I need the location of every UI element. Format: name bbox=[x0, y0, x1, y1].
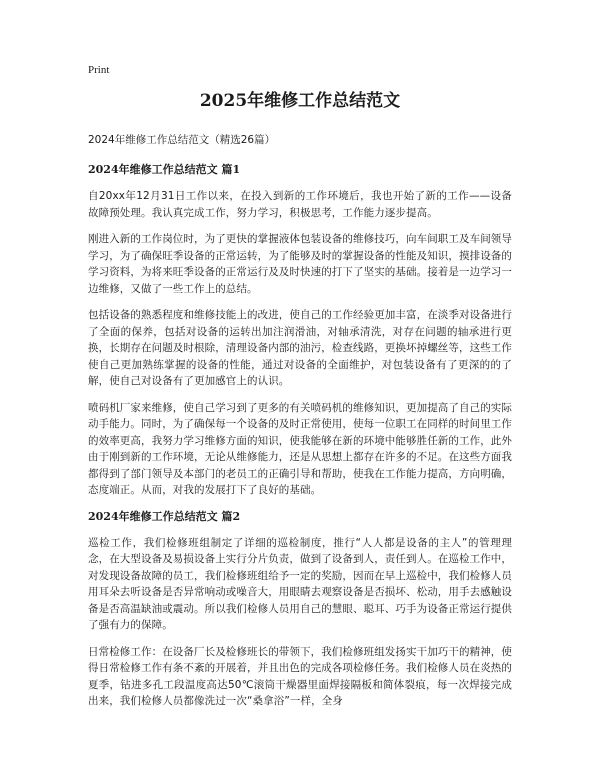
paragraph: 巡检工作，我们检修班组制定了详细的巡检制度，推行“人人都是设备的主人”的管理理念，在大型设备及易损设备上实行分片负责，做到了设备到人，责任到人。在巡检工作中，对发现设备故障的员工，我们检修班组给予一定的奖励，因而在早上巡检中，我们检修人员用耳朵去听设备是否异常响动或噪音大，用眼睛去观察设备是否损坏、松动，用手去感触设备是否高温缺油或震动。所以我们检修人员用自己的慧眼、聪耳、巧手为设备正常运行提供了强有力的保障。 bbox=[88, 536, 512, 631]
document-subtitle: 2024年维修工作总结范文（精选26篇） bbox=[88, 134, 276, 146]
print-label[interactable]: Print bbox=[88, 64, 110, 76]
paragraph: 喷码机厂家来维修，使自己学习到了更多的有关喷码机的维修知识，更加提高了自己的实际动手能力。同时，为了确保每一个设备的及时正常使用，使每一位职工在同样的时间里工作的效率更高，我努力学习维修方面的知识，使我能够在新的环境中能够胜任新的工作，此外由于刚到新的工作环境，无论从维修能力，还是从思想上都存在许多的不足。在这些方面我都得到了部门领导及本部门的老员工的正确引导和帮助，使我在工作能力提高，方向明确，态度端正。从而，对我的发展打下了良好的基础。 bbox=[88, 401, 512, 496]
paragraph: 自20xx年12月31日工作以来，在投入到新的工作环境后，我也开始了新的工作——设备故障预处理。我认真完成工作，努力学习，积极思考，工作能力逐步提高。 bbox=[88, 190, 512, 219]
section-heading: 2024年维修工作总结范文 篇1 bbox=[88, 163, 241, 176]
paragraph: 包括设备的熟悉程度和维修技能上的改进，使自己的工作经验更加丰富，在淡季对设备进行了全面的保养，包括对设备的运转出加注润滑油，对轴承清洗，对存在问题的轴承进行更换，长期存在问题及时根除，清理设备内部的油污，检查线路，更换坏掉螺丝等，这些工作使自己更加熟练掌握的设备的性能，通过对设备的全面维护，对包装设备有了更深的的了解，使自己对设备有了更加感官上的认识。 bbox=[88, 309, 512, 387]
paragraph: 刚进入新的工作岗位时，为了更快的掌握液体包装设备的维修技巧，向车间职工及车间领导学习，为了确保旺季设备的正常运转，为了能够及时的掌握设备的性能及知识，摸排设备的学习资料，为将来旺季设备的正常运行及及时快速的打下了坚实的基础。接着是一边学习一边维修，又做了一些工作上的总结。 bbox=[88, 233, 512, 295]
document-title: 2025年维修工作总结范文 bbox=[199, 91, 401, 111]
section-heading: 2024年维修工作总结范文 篇2 bbox=[88, 509, 241, 523]
paragraph: 日常检修工作：在设备厂长及检修班长的带领下，我们检修班组发扬实干加巧干的精神，使得日常检修工作有条不紊的开展着，并且出色的完成各项检修任务。我们检修人员在炎热的夏季，钻进多孔工段温度高达50℃滚筒干燥器里面焊接隔板和简体裂痕，每一次焊接完成出来，我们检修人员都像洗过一次“桑拿浴”一样，全身 bbox=[88, 645, 512, 707]
section-1 bbox=[88, 162, 512, 499]
section-2 bbox=[88, 509, 512, 710]
